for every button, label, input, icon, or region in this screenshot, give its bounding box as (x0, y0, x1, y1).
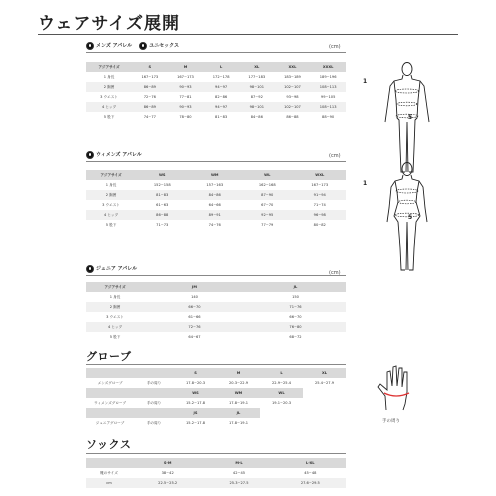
table-cell: WS (174, 388, 217, 398)
table-row (86, 180, 346, 190)
table-cell: JL (245, 282, 346, 292)
table-cell: 183~189 (284, 75, 301, 79)
table-cell: 手の周り (146, 400, 162, 405)
table-cell: 94~97 (203, 82, 239, 92)
table-cell: S (174, 368, 217, 378)
table-cell: 167~173 (311, 183, 329, 187)
gloves-size-table (86, 368, 346, 428)
table-cell: 74~76 (208, 223, 221, 227)
table-cell: WM (217, 388, 260, 398)
row-label: アジアサイズ (86, 170, 136, 180)
row-label: 5 股下 (103, 114, 115, 119)
table-cell: WS (136, 170, 189, 180)
row-label: ジュニアグローブ (95, 420, 125, 425)
table-cell: 89~91 (189, 210, 242, 220)
table-cell: XL (303, 368, 346, 378)
table-cell: 22.5~25.2 (132, 478, 203, 488)
table-cell: 19.1~20.3 (271, 401, 291, 405)
table-header-row (86, 368, 346, 378)
table-cell (134, 408, 174, 418)
table-cell: WL (260, 388, 303, 398)
table-cell: 71~76 (245, 302, 346, 312)
mens-icon (86, 42, 94, 50)
row-label: ウィメンズグローブ (94, 400, 126, 405)
table-cell: 150 (292, 295, 299, 299)
womens-inseam-marker: 5 (408, 214, 413, 221)
table-cell: 手の周り (146, 420, 162, 425)
page-title: ウェアサイズ展開 (38, 14, 180, 34)
table-cell: 15.2~17.8 (185, 421, 205, 425)
table-row (86, 302, 346, 312)
table-cell: 98~101 (239, 82, 275, 92)
hand-measure-label: 手の周り (382, 419, 400, 424)
table-header-row (86, 282, 346, 292)
womens-height-marker: 1 (363, 180, 368, 187)
junior-title: ジュニア アパレル (96, 266, 138, 272)
unisex-title: ユニセックス (149, 43, 180, 49)
table-cell: XXXL (310, 62, 346, 72)
table-cell: 177~183 (248, 75, 266, 79)
row-label: 3 ウエスト (106, 314, 124, 319)
table-row (86, 332, 346, 342)
table-cell: 90~93 (168, 102, 204, 112)
row-label: 2 胸囲 (86, 190, 136, 200)
table-cell: WXL (294, 170, 347, 180)
table-row (86, 478, 346, 488)
table-header-row (86, 170, 346, 180)
table-header-row (86, 458, 346, 468)
row-label: 4 ヒップ (86, 210, 136, 220)
table-cell: 67~70 (261, 203, 274, 207)
table-cell: 27.6~29.5 (275, 478, 346, 488)
table-cell: 90~93 (168, 82, 204, 92)
table-row (86, 200, 346, 210)
table-cell: XXL (275, 62, 311, 72)
row-label: 2 胸囲 (86, 302, 144, 312)
table-cell: M-L (203, 458, 274, 468)
row-label: 4 ヒップ (86, 102, 132, 112)
table-cell: 22.9~25.4 (271, 381, 291, 385)
table-header-row (86, 388, 346, 398)
table-cell: 71~74 (313, 203, 326, 207)
row-label (86, 388, 134, 398)
table-cell: 81~83 (215, 115, 228, 119)
table-cell: 86~89 (132, 102, 168, 112)
womens-divider (86, 161, 346, 162)
table-cell: 61~63 (156, 203, 169, 207)
junior-unit: (cm) (329, 270, 341, 276)
table-cell: 17.8~20.3 (185, 381, 205, 385)
table-cell: 25.4~27.9 (314, 381, 334, 385)
mens-divider (86, 52, 346, 53)
table-cell: 172~178 (212, 75, 230, 79)
table-cell (134, 388, 174, 398)
mens-size-table (86, 62, 346, 122)
table-row (86, 292, 346, 302)
table-cell: 15.2~17.8 (185, 401, 205, 405)
table-cell: 96~98 (294, 210, 347, 220)
table-cell: 64~66 (208, 203, 221, 207)
table-cell (134, 368, 174, 378)
socks-size-table (86, 458, 346, 488)
table-cell: 25.3~27.5 (203, 478, 274, 488)
table-cell: 手の周り (146, 380, 162, 385)
table-row (86, 220, 346, 230)
table-cell: 87~92 (250, 95, 263, 99)
table-cell: L (260, 368, 303, 378)
table-row (86, 418, 346, 428)
table-cell: 61~66 (188, 315, 201, 319)
table-cell: 88~90 (322, 115, 335, 119)
row-label: 3 ウエスト (102, 202, 120, 207)
table-cell: JM (144, 282, 245, 292)
table-cell: 81~83 (136, 190, 189, 200)
table-cell: L (203, 62, 239, 72)
womens-badge (86, 151, 142, 159)
table-cell: 76~80 (245, 322, 346, 332)
womens-size-table (86, 170, 346, 230)
row-label: 靴のサイズ (100, 470, 118, 475)
table-row (86, 92, 346, 102)
table-row (86, 312, 346, 322)
table-cell: 78~80 (179, 115, 192, 119)
socks-title: ソックス (86, 438, 132, 451)
row-label: アジアサイズ (86, 62, 132, 72)
table-cell: 140 (191, 295, 198, 299)
table-cell: 72~76 (144, 322, 245, 332)
table-cell: 99~105 (320, 95, 336, 99)
table-cell: 102~107 (275, 102, 311, 112)
table-row (86, 322, 346, 332)
table-cell: WM (189, 170, 242, 180)
row-label: 1 身長 (105, 182, 117, 187)
table-cell: JL (217, 408, 260, 418)
table-cell: 17.8~19.1 (228, 401, 248, 405)
table-cell: 82~86 (215, 95, 228, 99)
table-cell: 94~97 (203, 102, 239, 112)
table-row (86, 210, 346, 220)
table-row (86, 378, 346, 388)
womens-unit: (cm) (329, 153, 341, 159)
row-label (86, 408, 134, 418)
row-label: メンズグローブ (97, 380, 123, 385)
table-cell: 86~88 (286, 115, 299, 119)
table-cell: 167~173 (177, 75, 194, 79)
table-cell: S (132, 62, 168, 72)
table-cell: M (168, 62, 204, 72)
table-cell: 152~158 (153, 183, 171, 187)
table-cell: 64~67 (188, 335, 201, 339)
row-label: 5 股下 (109, 334, 121, 339)
table-cell: 102~107 (275, 82, 311, 92)
mens-section-header (86, 40, 179, 51)
table-row (86, 398, 346, 408)
gloves-divider (86, 364, 346, 365)
table-cell: 71~73 (156, 223, 169, 227)
row-label: 5 股下 (105, 222, 117, 227)
mens-unit: (cm) (329, 44, 341, 50)
table-cell: XL (239, 62, 275, 72)
table-cell: 77~81 (179, 95, 192, 99)
junior-divider (86, 275, 346, 276)
row-label: 3 ウエスト (100, 94, 118, 99)
table-cell: 38~42 (161, 471, 174, 475)
table-cell: 84~86 (250, 115, 263, 119)
row-label (86, 458, 132, 468)
row-label: cm (86, 478, 132, 488)
unisex-icon (139, 42, 147, 50)
table-header-row (86, 62, 346, 72)
socks-divider (86, 453, 346, 454)
table-cell: 86~89 (132, 82, 168, 92)
table-cell: 157~163 (206, 183, 224, 187)
table-cell: 189~196 (319, 75, 337, 79)
title-divider (38, 34, 458, 35)
table-cell: S-M (132, 458, 203, 468)
table-cell: 77~79 (261, 223, 274, 227)
table-row (86, 468, 346, 478)
table-cell: 87~90 (241, 190, 294, 200)
table-cell: JS (174, 408, 217, 418)
junior-icon (86, 265, 94, 273)
table-cell: 162~168 (258, 183, 276, 187)
table-cell: 93~98 (286, 95, 299, 99)
table-cell: 45~48 (304, 471, 317, 475)
row-label: アジアサイズ (86, 282, 144, 292)
table-cell: 108~113 (310, 82, 346, 92)
row-label: 1 身長 (103, 74, 115, 79)
table-cell: 17.8~19.1 (228, 421, 248, 425)
table-cell: 66~70 (289, 315, 302, 319)
junior-size-table (86, 282, 346, 342)
table-cell: 86~88 (136, 210, 189, 220)
table-cell: 74~77 (143, 115, 156, 119)
unisex-badge (139, 42, 179, 50)
table-cell: M (217, 368, 260, 378)
table-cell: WL (241, 170, 294, 180)
mens-height-marker: 1 (363, 78, 368, 85)
table-cell: 20.3~22.9 (228, 381, 248, 385)
womens-icon (86, 151, 94, 159)
table-cell: 66~70 (144, 302, 245, 312)
womens-section-header (86, 149, 142, 160)
table-cell: 91~94 (294, 190, 347, 200)
table-cell: 80~82 (313, 223, 326, 227)
table-cell: 98~101 (239, 102, 275, 112)
table-cell: 167~173 (141, 75, 159, 79)
table-header-row (86, 408, 346, 418)
table-cell: 68~72 (289, 335, 302, 339)
gloves-title: グローブ (86, 350, 132, 363)
womens-title: ウィメンズ アパレル (96, 152, 142, 158)
mens-inseam-marker: 5 (408, 114, 413, 121)
table-cell: 108~113 (310, 102, 346, 112)
row-label: 1 身長 (109, 294, 121, 299)
table-row (86, 82, 346, 92)
row-label: 4 ヒップ (86, 322, 144, 332)
female-body-figure (372, 160, 442, 278)
table-cell: 42~45 (232, 471, 246, 475)
table-cell: 92~95 (241, 210, 294, 220)
junior-section-header (86, 263, 137, 274)
junior-badge (86, 265, 137, 273)
mens-badge (86, 42, 132, 50)
row-label (86, 368, 134, 378)
table-row (86, 190, 346, 200)
mens-title: メンズ アパレル (96, 43, 133, 49)
row-label: 2 胸囲 (86, 82, 132, 92)
table-cell: 72~76 (143, 95, 156, 99)
hand-figure (372, 360, 422, 416)
table-row (86, 72, 346, 82)
table-row (86, 102, 346, 112)
table-cell: L-XL (275, 458, 346, 468)
table-cell: 84~86 (189, 190, 242, 200)
table-row (86, 112, 346, 122)
